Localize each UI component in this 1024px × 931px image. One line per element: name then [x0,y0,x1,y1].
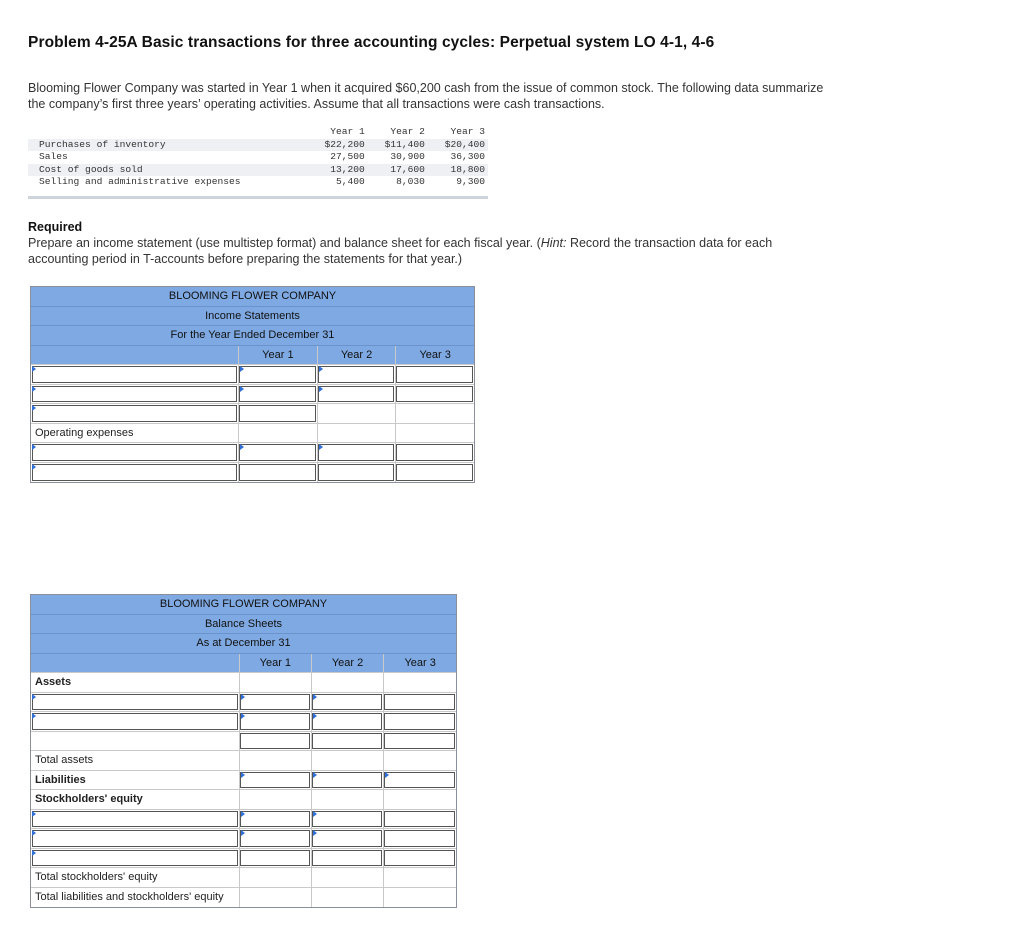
is-input-row [31,443,474,463]
bs-amount-input[interactable] [239,810,311,829]
given-row [28,164,488,177]
is-amount-input[interactable] [317,404,396,423]
bs-total-input[interactable] [239,751,311,770]
bs-liabilities-label: Liabilities [35,773,86,786]
bs-amount-input[interactable] [239,732,311,751]
bs-total-input[interactable] [311,888,384,908]
input-marker-icon [32,811,36,817]
given-value: 9,300 [456,176,485,188]
input-marker-icon [32,713,36,719]
bs-total-input[interactable] [383,868,456,887]
input-marker-icon [32,386,36,392]
input-marker-icon [241,694,245,700]
bs-input-row [31,693,456,713]
is-amount-input[interactable] [395,443,474,462]
bs-account-select[interactable] [31,810,239,829]
is-operating-expenses-label: Operating expenses [35,426,134,439]
bs-amount-input[interactable] [383,829,456,848]
bs-total-equity-label: Total stockholders' equity [35,871,158,883]
is-amount-input[interactable] [317,463,396,483]
is-col-year-1: Year 1 [238,346,317,365]
given-row-label: Cost of goods sold [28,164,308,177]
given-value: $11,400 [368,139,428,152]
bs-input-row [31,829,456,849]
bs-company-row [31,595,456,615]
is-statement-title: Income Statements [205,309,300,322]
input-marker-icon [241,811,245,817]
bs-total-input[interactable] [311,751,384,770]
is-amount-input[interactable] [317,385,396,404]
bs-amount-input[interactable] [311,849,384,868]
bs-amount-input[interactable] [239,849,311,868]
is-amount-input[interactable] [395,385,474,404]
bs-statement-title: Balance Sheets [204,617,283,630]
given-value: 36,300 [450,151,485,163]
bs-account-select[interactable] [31,712,239,731]
bs-total-assets-row [31,751,456,771]
hint-label: Hint: [540,236,567,250]
input-marker-icon [32,444,36,450]
bs-amount-input[interactable] [311,693,384,712]
given-header-year-2: Year 2 [390,126,425,137]
given-table-rule [28,196,488,199]
bs-total-input[interactable] [311,868,384,887]
input-marker-icon [32,850,36,856]
is-amount-input[interactable] [317,365,396,384]
given-row [28,151,488,164]
bs-input-row [31,849,456,869]
bs-total-equity-row [31,868,456,888]
input-marker-icon [385,772,389,778]
required-text: Prepare an income statement (use multistep format) and balance sheet for each fiscal year. (Hint: Record the transaction data for each accounting period in T-accounts before preparing the statements for that year.) [28,236,773,266]
bs-total-input[interactable] [383,888,456,908]
is-input-row [31,385,474,405]
bs-amount-input[interactable] [383,771,456,790]
input-marker-icon [240,444,244,450]
given-row-label: Purchases of inventory [28,139,308,152]
input-marker-icon [240,366,244,372]
bs-liabilities-row [31,771,456,791]
is-column-header-row [31,346,474,366]
bs-input-row [31,732,456,752]
bs-total-liab-equity-row [31,888,456,908]
is-account-select[interactable] [31,365,238,384]
bs-amount-input[interactable] [239,771,311,790]
input-marker-icon [241,713,245,719]
given-data-table [28,126,488,189]
bs-amount-input[interactable] [311,829,384,848]
bs-total-liab-equity-label: Total liabilities and stockholders' equity [35,890,224,903]
bs-total-input[interactable] [383,751,456,770]
input-marker-icon [240,386,244,392]
bs-total-input[interactable] [239,868,311,887]
given-value: $20,400 [428,139,488,152]
input-marker-icon [241,772,245,778]
is-amount-input[interactable] [238,463,317,483]
bs-amount-input[interactable] [383,849,456,868]
input-marker-icon [32,405,36,411]
bs-period-row [31,634,456,654]
bs-title-row [31,615,456,635]
bs-amount-input[interactable] [311,732,384,751]
bs-assets-label: Assets [35,676,72,688]
bs-input-row [31,712,456,732]
given-value: 17,600 [368,164,428,177]
is-amount-input[interactable] [238,443,317,462]
bs-account-select[interactable] [31,693,239,712]
is-account-select[interactable] [31,404,238,423]
is-col-year-2: Year 2 [317,346,396,365]
bs-input-row [31,810,456,830]
is-account-select[interactable] [31,385,238,404]
input-marker-icon [313,830,317,836]
given-row [28,176,488,189]
given-value: 30,900 [390,151,425,163]
bs-amount-input[interactable] [311,810,384,829]
given-row [28,139,488,152]
bs-account-select[interactable] [31,829,239,848]
given-header-year-1: Year 1 [330,126,365,137]
bs-amount-input[interactable] [383,732,456,751]
input-marker-icon [313,811,317,817]
given-value: 5,400 [335,176,365,188]
bs-amount-input[interactable] [383,810,456,829]
is-title-row [31,307,474,327]
bs-company-name: BLOOMING FLOWER COMPANY [159,598,328,610]
bs-period: As at December 31 [196,637,291,649]
given-value: 27,500 [330,151,365,163]
bs-amount-input[interactable] [311,771,384,790]
is-input-row [31,365,474,385]
is-amount-input[interactable] [395,365,474,384]
given-value: 18,800 [428,164,488,177]
problem-title: Problem 4-25A Basic transactions for three accounting cycles: Perpetual system LO 4-1, 4-6 [28,34,715,51]
income-statement-worksheet [30,286,475,483]
input-marker-icon [319,366,323,372]
bs-col-year-1: Year 1 [239,654,311,673]
is-amount-input[interactable] [395,463,474,483]
given-row-label: Selling and administrative expenses [39,176,241,188]
given-row-label: Sales [39,151,68,163]
input-marker-icon [32,366,36,372]
is-company-row [31,287,474,307]
bs-total-input[interactable] [239,888,311,908]
is-amount-input[interactable] [238,404,317,423]
is-account-select[interactable] [31,463,238,483]
input-marker-icon [313,694,317,700]
is-amount-input[interactable] [238,365,317,384]
input-marker-icon [319,444,323,450]
is-account-select[interactable] [31,443,238,462]
input-marker-icon [313,713,317,719]
bs-amount-input[interactable] [239,829,311,848]
bs-column-header-row [31,654,456,674]
balance-sheet-worksheet [30,594,457,908]
input-marker-icon [32,464,36,470]
is-col-year-3: Year 3 [395,346,474,365]
bs-amount-input[interactable] [383,712,456,731]
bs-col-year-3: Year 3 [383,654,456,673]
input-marker-icon [319,386,323,392]
is-input-row [31,404,474,424]
bs-col-year-2: Year 2 [311,654,384,673]
bs-equity-row [31,790,456,810]
input-marker-icon [32,694,36,700]
given-header-year-3: Year 3 [450,126,485,137]
bs-assets-row [31,673,456,693]
is-period-row [31,326,474,346]
is-input-row [31,463,474,483]
bs-amount-input[interactable] [311,712,384,731]
is-amount-input[interactable] [238,385,317,404]
bs-amount-input[interactable] [239,693,311,712]
is-amount-input[interactable] [317,443,396,462]
required-heading: Required [28,220,83,234]
given-value: 8,030 [396,176,425,188]
bs-account-select[interactable] [31,849,239,868]
problem-intro: Blooming Flower Company was started in Year 1 when it acquired $60,200 cash from the issue of common stock. The following data summarize the company’s first three years’ operating activities. Assume that all transactions were cash transactions. [28,81,824,111]
input-marker-icon [241,830,245,836]
is-period: For the Year Ended December 31 [170,329,335,341]
is-operating-expenses-row [31,424,474,444]
bs-total-assets-label: Total assets [35,754,94,766]
bs-account-select[interactable] [31,732,239,751]
bs-amount-input[interactable] [239,712,311,731]
input-marker-icon [32,830,36,836]
given-value: 13,200 [308,164,368,177]
given-value: $22,200 [308,139,368,152]
bs-amount-input[interactable] [383,693,456,712]
is-company-name: BLOOMING FLOWER COMPANY [168,290,337,302]
input-marker-icon [313,772,317,778]
bs-equity-label: Stockholders' equity [35,793,143,805]
is-amount-input[interactable] [395,404,474,423]
